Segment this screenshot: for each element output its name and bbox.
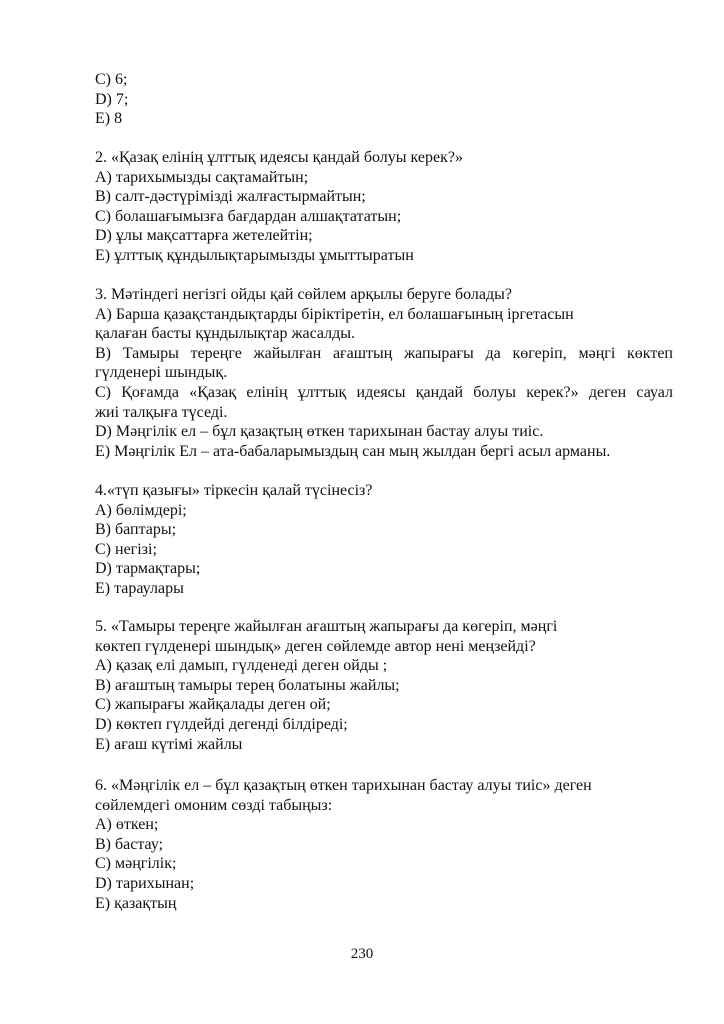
question-2 bbox=[95, 148, 673, 266]
answer-option: C) мәңгілік; bbox=[95, 855, 177, 873]
answer-option: E) тараулары bbox=[95, 579, 184, 597]
question-1-tail bbox=[95, 70, 673, 129]
answer-option: E) қазақтың bbox=[95, 894, 177, 912]
answer-option: D) тарихынан; bbox=[95, 874, 195, 892]
answer-option: C) Қоғамда «Қазақ елінің ұлттық идеясы қандай болуы керек?» деген сауал bbox=[95, 383, 673, 401]
answer-option: B) ағаштың тамыры терең болатыны жайлы; bbox=[95, 676, 400, 694]
answer-option: E) Мәңгілік Ел – ата-бабаларымыздың сан мың жылдан бергі асыл арманы. bbox=[95, 442, 611, 460]
answer-option: B) бастау; bbox=[95, 835, 164, 853]
answer-option: D) тармақтары; bbox=[95, 560, 201, 578]
answer-option: жиі талқыға түседі. bbox=[95, 403, 228, 421]
question-6 bbox=[95, 776, 673, 913]
answer-option: C) жапырағы жайқалады деген ой; bbox=[95, 696, 331, 714]
question-text: 4.«түп қазығы» тіркесін қалай түсінесіз? bbox=[95, 482, 373, 499]
answer-option: A) өткен; bbox=[95, 816, 159, 834]
answer-option: D) ұлы мақсаттарға жетелейтін; bbox=[95, 227, 313, 245]
question-5 bbox=[95, 617, 673, 754]
answer-option: A) тарихымызды сақтамайтын; bbox=[95, 168, 309, 186]
answer-option: D) көктеп гүлдейді дегенді білдіреді; bbox=[95, 715, 348, 733]
answer-option: D) 7; bbox=[95, 90, 129, 108]
answer-option: A) қазақ елі дамып, гүлденеді деген ойды ; bbox=[95, 657, 388, 675]
answer-option: E) 8 bbox=[95, 110, 123, 128]
answer-option: C) 6; bbox=[95, 71, 128, 88]
answer-option: C) негізі; bbox=[95, 540, 157, 558]
answer-option: B) баптары; bbox=[95, 521, 177, 539]
answer-option: көктеп гүлденері шындық» деген сөйлемде автор нені меңзейді? bbox=[95, 637, 536, 655]
answer-option: A) Барша қазақстандықтарды біріктіретін, ел болашағының іргетасын bbox=[95, 305, 574, 323]
question-text: 3. Мәтіндегі негізгі ойды қай сөйлем арқылы беруге болады? bbox=[95, 286, 512, 303]
answer-option: A) бөлімдері; bbox=[95, 501, 187, 519]
answer-option: E) ұлттық құндылықтарымызды ұмыттыратын bbox=[95, 246, 414, 264]
answer-option: B) салт-дәстүрімізді жалғастырмайтын; bbox=[95, 188, 366, 206]
answer-option: гүлденері шындық. bbox=[95, 364, 228, 382]
answer-option: сөйлемдегі омоним сөзді табыңыз: bbox=[95, 796, 333, 814]
question-4 bbox=[95, 481, 673, 599]
answer-option: D) Мәңгілік ел – бұл қазақтың өткен тарихынан бастау алуы тиіс. bbox=[95, 423, 544, 441]
question-text: 6. «Мәңгілік ел – бұл қазақтың өткен тарихынан бастау алуы тиіс» деген bbox=[95, 777, 592, 794]
question-text: 2. «Қазақ елінің ұлттық идеясы қандай болуы керек?» bbox=[95, 149, 463, 166]
answer-option: C) болашағымызға бағдардан алшақтататын; bbox=[95, 207, 402, 225]
answer-option: E) ағаш күтімі жайлы bbox=[95, 735, 243, 753]
page-number: 230 bbox=[350, 946, 374, 962]
answer-option: B) Тамыры тереңге жайылған ағаштың жапырағы да көгеріп, мәңгі көктеп bbox=[95, 344, 673, 362]
question-text: 5. «Тамыры тереңге жайылған ағаштың жапырағы да көгеріп, мәңгі bbox=[95, 618, 558, 635]
answer-option: қалаған басты құндылықтар жасалды. bbox=[95, 325, 356, 343]
question-3 bbox=[95, 285, 673, 461]
